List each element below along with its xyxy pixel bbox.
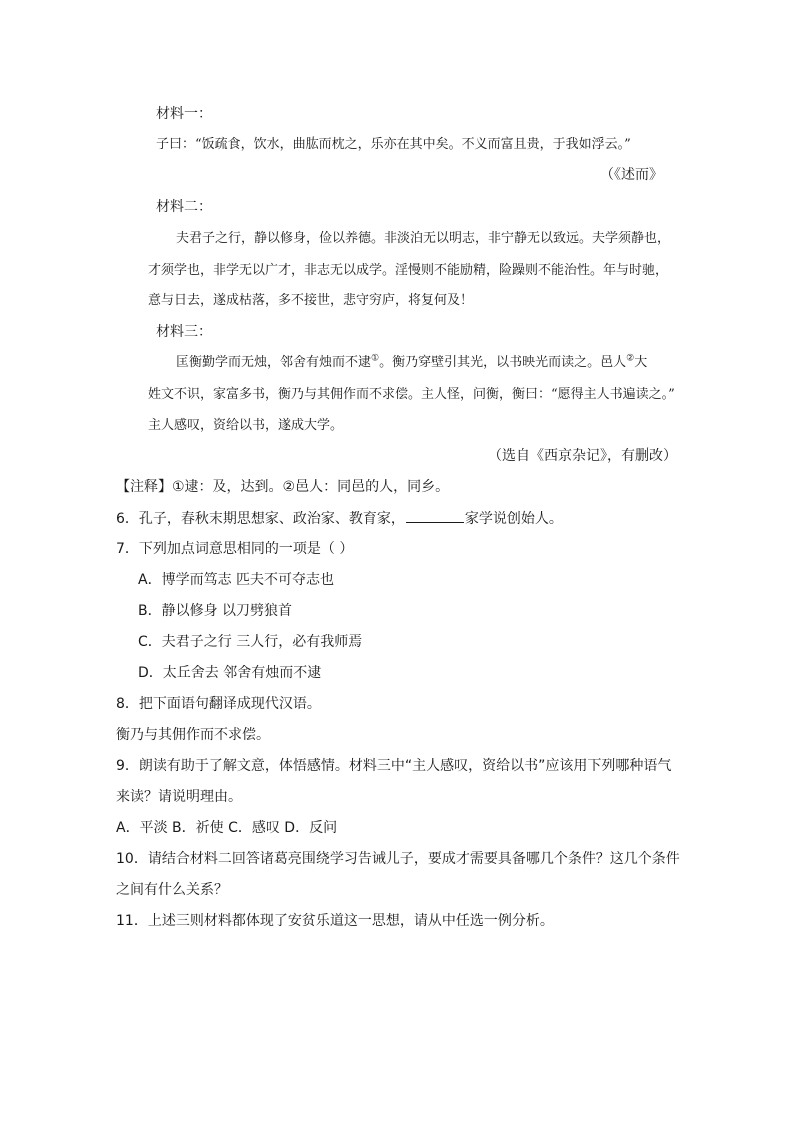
question-9-options: A．平淡 B．祈使 C．感叹 D．反问	[116, 820, 338, 836]
material-3-text: 。衡乃穿壁引其光，以书映光而读之。邑人	[379, 355, 627, 370]
material-1-title: 材料一：	[156, 106, 212, 122]
question-9-line-1: 9．朗读有助于了解文意，体悟感情。材料三中“主人感叹，资给以书”应该用下列哪种语气	[116, 758, 672, 774]
question-6-text: 6．孔子，春秋末期思想家、政治家、教育家，	[116, 511, 405, 527]
answer-blank[interactable]	[406, 509, 464, 523]
material-1-source: （《述而》	[600, 167, 663, 183]
question-7-option-b: B．静以修身 以刀劈狼首	[138, 603, 293, 619]
question-6-text: 家学说创始人。	[464, 511, 563, 527]
question-7-option-a: A．博学而笃志 匹夫不可夺志也	[138, 572, 335, 588]
material-2-line: 才须学也，非学无以广才，非志无以成学。淫慢则不能励精，险躁则不能治性。年与时驰，	[148, 263, 669, 278]
question-8: 8．把下面语句翻译成现代汉语。	[116, 696, 321, 712]
material-3-title: 材料三：	[156, 324, 212, 340]
material-3-line-2: 姓文不识，家富多书，衡乃与其佣作而不求偿。主人怪，问衡，衡曰：“愿得主人书遍读之。”	[148, 387, 675, 402]
question-7-option-d: D．太丘舍去 邻舍有烛而不逮	[138, 665, 322, 681]
annotation: 【注释】①逮：及，达到。②邑人：同邑的人，同乡。	[116, 479, 450, 495]
material-3-line-1	[176, 354, 647, 372]
question-8-sentence: 衡乃与其佣作而不求偿。	[116, 727, 270, 743]
question-11: 11．上述三则材料都体现了安贫乐道这一思想，请从中任选一例分析。	[116, 913, 554, 929]
material-3-source: （选自《西京杂记》，有删改）	[488, 448, 677, 464]
material-3-text: 匡衡勤学而无烛，邻舍有烛而不逮	[176, 355, 372, 370]
material-1-text: 子曰：“饭疏食，饮水，曲肱而枕之，乐亦在其中矣。不义而富且贵，于我如浮云。”	[156, 137, 631, 152]
material-3-text: 大	[634, 355, 648, 370]
question-9-line-2: 来读？请说明理由。	[116, 789, 242, 805]
note-marker-2: ②	[626, 353, 635, 364]
question-6	[116, 509, 563, 528]
material-3-line-3: 主人感叹，资给以书，遂成大学。	[148, 418, 344, 433]
question-10-line-1: 10．请结合材料二回答诸葛亮围绕学习告诫儿子，要成才需要具备哪几个条件？这几个条件	[116, 851, 680, 867]
material-2-line: 意与日去，遂成枯落，多不接世，悲守穷庐，将复何及！	[148, 293, 474, 308]
question-7-option-c: C．夫君子之行 三人行，必有我师焉	[138, 634, 363, 650]
question-10-line-2: 之间有什么关系？	[116, 882, 228, 898]
note-marker-1: ①	[371, 353, 380, 364]
material-2-line: 夫君子之行，静以修身，俭以养德。非淡泊无以明志，非宁静无以致远。夫学须静也，	[176, 231, 671, 246]
material-2-title: 材料二：	[156, 199, 212, 215]
question-7: 7．下列加点词意思相同的一项是（ ）	[116, 541, 354, 557]
